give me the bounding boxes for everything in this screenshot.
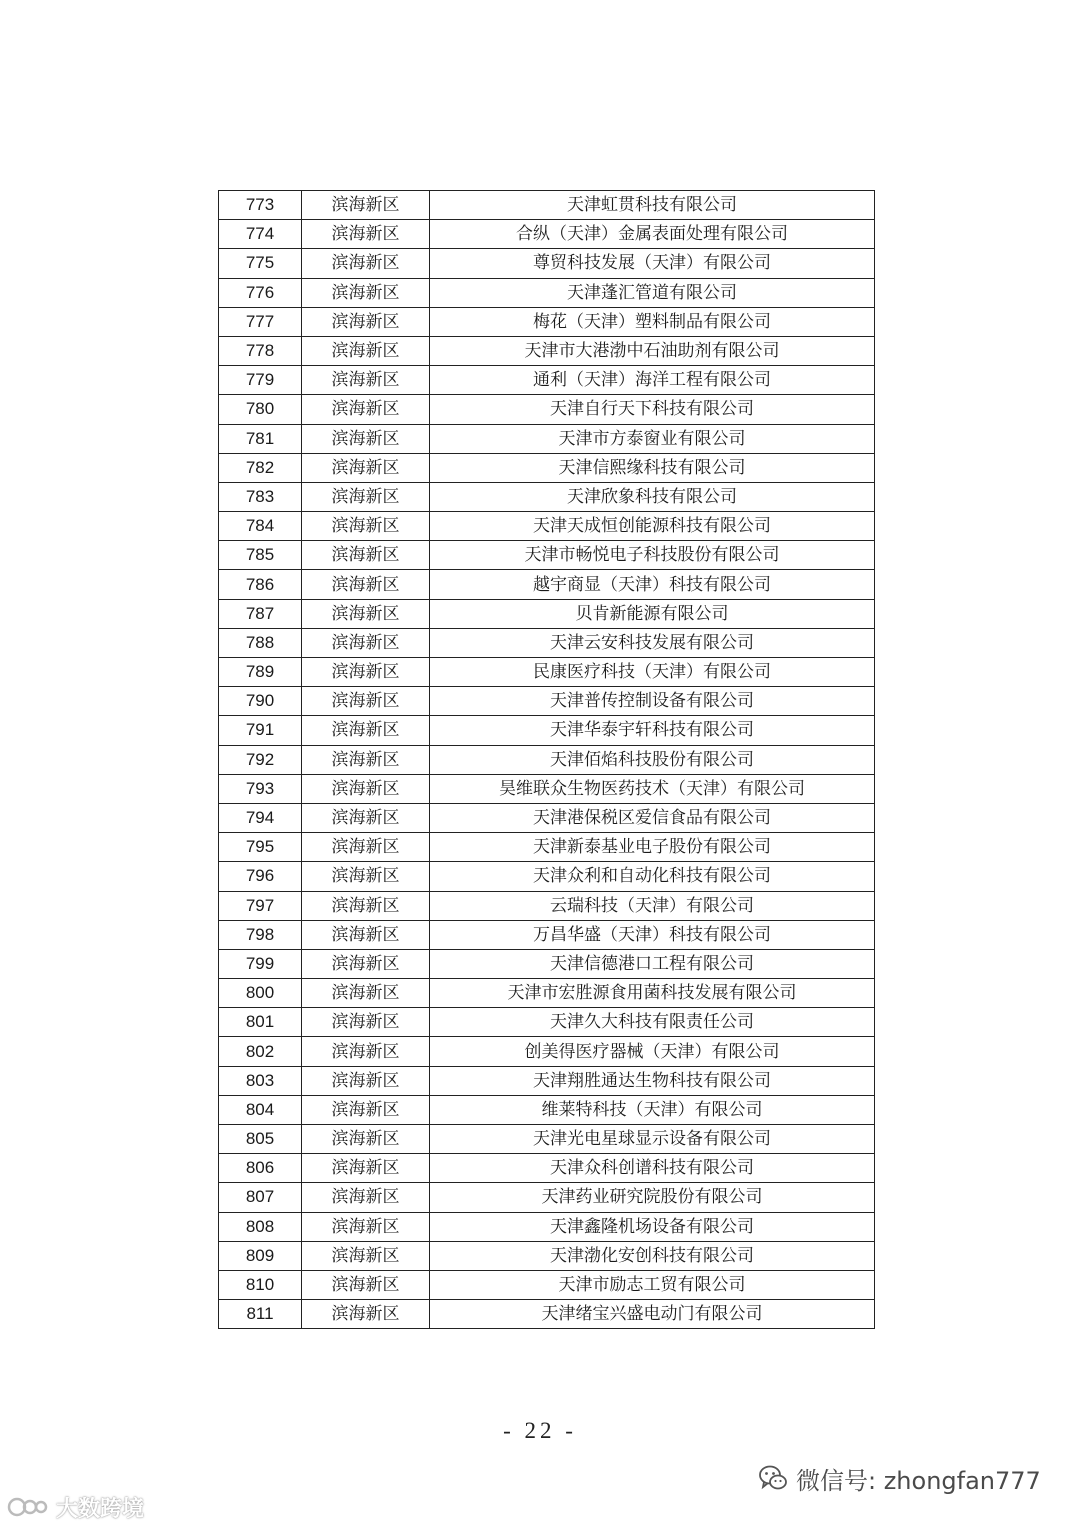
company-name-cell: 天津众科创谱科技有限公司 xyxy=(430,1154,875,1183)
company-name-cell: 民康医疗科技（天津）有限公司 xyxy=(430,658,875,687)
company-name-cell: 天津云安科技发展有限公司 xyxy=(430,628,875,657)
district-cell: 滨海新区 xyxy=(302,249,430,278)
row-number-cell: 778 xyxy=(219,336,302,365)
district-cell: 滨海新区 xyxy=(302,1066,430,1095)
company-name-cell: 天津新泰基业电子股份有限公司 xyxy=(430,833,875,862)
company-name-cell: 天津众利和自动化科技有限公司 xyxy=(430,862,875,891)
table-row xyxy=(219,891,875,920)
row-number-cell: 790 xyxy=(219,687,302,716)
row-number-cell: 792 xyxy=(219,745,302,774)
district-cell: 滨海新区 xyxy=(302,716,430,745)
district-cell: 滨海新区 xyxy=(302,920,430,949)
company-name-cell: 天津市大港渤中石油助剂有限公司 xyxy=(430,336,875,365)
district-cell: 滨海新区 xyxy=(302,1154,430,1183)
company-name-cell: 天津华泰宇轩科技有限公司 xyxy=(430,716,875,745)
district-cell: 滨海新区 xyxy=(302,366,430,395)
company-name-cell: 天津绪宝兴盛电动门有限公司 xyxy=(430,1300,875,1329)
row-number-cell: 811 xyxy=(219,1300,302,1329)
district-cell: 滨海新区 xyxy=(302,687,430,716)
table-row xyxy=(219,220,875,249)
company-name-cell: 天津市畅悦电子科技股份有限公司 xyxy=(430,541,875,570)
company-name-cell: 万昌华盛（天津）科技有限公司 xyxy=(430,920,875,949)
wechat-icon xyxy=(758,1463,788,1493)
district-cell: 滨海新区 xyxy=(302,1212,430,1241)
district-cell: 滨海新区 xyxy=(302,745,430,774)
table-row xyxy=(219,628,875,657)
row-number-cell: 789 xyxy=(219,658,302,687)
company-name-cell: 天津信德港口工程有限公司 xyxy=(430,949,875,978)
company-name-cell: 天津鑫隆机场设备有限公司 xyxy=(430,1212,875,1241)
row-number-cell: 803 xyxy=(219,1066,302,1095)
district-cell: 滨海新区 xyxy=(302,220,430,249)
district-cell: 滨海新区 xyxy=(302,278,430,307)
row-number-cell: 799 xyxy=(219,949,302,978)
table-row xyxy=(219,1125,875,1154)
row-number-cell: 779 xyxy=(219,366,302,395)
brand-text: 大数跨境 xyxy=(56,1496,145,1522)
row-number-cell: 802 xyxy=(219,1037,302,1066)
table-row xyxy=(219,424,875,453)
row-number-cell: 806 xyxy=(219,1154,302,1183)
table-row xyxy=(219,395,875,424)
district-cell: 滨海新区 xyxy=(302,979,430,1008)
company-name-cell: 通利（天津）海洋工程有限公司 xyxy=(430,366,875,395)
table-row xyxy=(219,278,875,307)
row-number-cell: 805 xyxy=(219,1125,302,1154)
district-cell: 滨海新区 xyxy=(302,191,430,220)
table-row xyxy=(219,716,875,745)
row-number-cell: 788 xyxy=(219,628,302,657)
table-row xyxy=(219,249,875,278)
table-row xyxy=(219,541,875,570)
district-cell: 滨海新区 xyxy=(302,541,430,570)
district-cell: 滨海新区 xyxy=(302,395,430,424)
table-row xyxy=(219,862,875,891)
row-number-cell: 807 xyxy=(219,1183,302,1212)
table-row xyxy=(219,599,875,628)
district-cell: 滨海新区 xyxy=(302,1125,430,1154)
company-name-cell: 尊贸科技发展（天津）有限公司 xyxy=(430,249,875,278)
company-name-cell: 天津翔胜通达生物科技有限公司 xyxy=(430,1066,875,1095)
row-number-cell: 780 xyxy=(219,395,302,424)
table-row xyxy=(219,1154,875,1183)
district-cell: 滨海新区 xyxy=(302,599,430,628)
brand-logo-icon xyxy=(6,1495,50,1519)
district-cell: 滨海新区 xyxy=(302,1241,430,1270)
company-name-cell: 云瑞科技（天津）有限公司 xyxy=(430,891,875,920)
district-cell: 滨海新区 xyxy=(302,424,430,453)
district-cell: 滨海新区 xyxy=(302,833,430,862)
district-cell: 滨海新区 xyxy=(302,307,430,336)
company-table-body xyxy=(219,191,875,1329)
row-number-cell: 798 xyxy=(219,920,302,949)
table-row xyxy=(219,512,875,541)
company-name-cell: 天津欣象科技有限公司 xyxy=(430,482,875,511)
brand-watermark xyxy=(6,1492,144,1522)
row-number-cell: 773 xyxy=(219,191,302,220)
row-number-cell: 808 xyxy=(219,1212,302,1241)
table-row xyxy=(219,745,875,774)
table-row xyxy=(219,949,875,978)
row-number-cell: 785 xyxy=(219,541,302,570)
district-cell: 滨海新区 xyxy=(302,336,430,365)
row-number-cell: 797 xyxy=(219,891,302,920)
company-name-cell: 梅花（天津）塑料制品有限公司 xyxy=(430,307,875,336)
row-number-cell: 800 xyxy=(219,979,302,1008)
row-number-cell: 776 xyxy=(219,278,302,307)
table-row xyxy=(219,774,875,803)
row-number-cell: 774 xyxy=(219,220,302,249)
table-row xyxy=(219,482,875,511)
row-number-cell: 796 xyxy=(219,862,302,891)
district-cell: 滨海新区 xyxy=(302,1008,430,1037)
district-cell: 滨海新区 xyxy=(302,1300,430,1329)
district-cell: 滨海新区 xyxy=(302,1183,430,1212)
row-number-cell: 794 xyxy=(219,803,302,832)
row-number-cell: 810 xyxy=(219,1270,302,1299)
table-row xyxy=(219,191,875,220)
table-row xyxy=(219,366,875,395)
company-name-cell: 天津久大科技有限责任公司 xyxy=(430,1008,875,1037)
district-cell: 滨海新区 xyxy=(302,891,430,920)
district-cell: 滨海新区 xyxy=(302,453,430,482)
company-name-cell: 天津天成恒创能源科技有限公司 xyxy=(430,512,875,541)
row-number-cell: 809 xyxy=(219,1241,302,1270)
district-cell: 滨海新区 xyxy=(302,628,430,657)
page-number: - 22 - xyxy=(503,1418,577,1443)
district-cell: 滨海新区 xyxy=(302,862,430,891)
table-row xyxy=(219,1008,875,1037)
table-row xyxy=(219,336,875,365)
company-name-cell: 天津市宏胜源食用菌科技发展有限公司 xyxy=(430,979,875,1008)
company-name-cell: 天津自行天下科技有限公司 xyxy=(430,395,875,424)
district-cell: 滨海新区 xyxy=(302,803,430,832)
table-row xyxy=(219,920,875,949)
table-row xyxy=(219,1066,875,1095)
table-row xyxy=(219,1270,875,1299)
wechat-watermark xyxy=(758,1462,1041,1494)
district-cell: 滨海新区 xyxy=(302,1270,430,1299)
company-name-cell: 天津港保税区爱信食品有限公司 xyxy=(430,803,875,832)
row-number-cell: 777 xyxy=(219,307,302,336)
row-number-cell: 804 xyxy=(219,1095,302,1124)
table-row xyxy=(219,658,875,687)
district-cell: 滨海新区 xyxy=(302,658,430,687)
table-row xyxy=(219,1095,875,1124)
district-cell: 滨海新区 xyxy=(302,482,430,511)
company-name-cell: 天津虹贯科技有限公司 xyxy=(430,191,875,220)
table-row xyxy=(219,307,875,336)
row-number-cell: 795 xyxy=(219,833,302,862)
district-cell: 滨海新区 xyxy=(302,570,430,599)
row-number-cell: 782 xyxy=(219,453,302,482)
company-name-cell: 天津佰焰科技股份有限公司 xyxy=(430,745,875,774)
company-name-cell: 维莱特科技（天津）有限公司 xyxy=(430,1095,875,1124)
district-cell: 滨海新区 xyxy=(302,1037,430,1066)
table-row xyxy=(219,1037,875,1066)
company-name-cell: 天津市方泰窗业有限公司 xyxy=(430,424,875,453)
table-row xyxy=(219,1241,875,1270)
district-cell: 滨海新区 xyxy=(302,1095,430,1124)
table-row xyxy=(219,453,875,482)
table-row xyxy=(219,1300,875,1329)
row-number-cell: 787 xyxy=(219,599,302,628)
company-name-cell: 天津信熙缘科技有限公司 xyxy=(430,453,875,482)
table-row xyxy=(219,833,875,862)
table-row xyxy=(219,803,875,832)
table-row xyxy=(219,1183,875,1212)
company-name-cell: 天津市励志工贸有限公司 xyxy=(430,1270,875,1299)
row-number-cell: 781 xyxy=(219,424,302,453)
company-table xyxy=(218,190,875,1329)
row-number-cell: 791 xyxy=(219,716,302,745)
row-number-cell: 783 xyxy=(219,482,302,511)
row-number-cell: 801 xyxy=(219,1008,302,1037)
table-row xyxy=(219,687,875,716)
company-name-cell: 越宇商显（天津）科技有限公司 xyxy=(430,570,875,599)
row-number-cell: 775 xyxy=(219,249,302,278)
row-number-cell: 793 xyxy=(219,774,302,803)
company-name-cell: 天津普传控制设备有限公司 xyxy=(430,687,875,716)
table-row xyxy=(219,979,875,1008)
wechat-id-text: 微信号: zhongfan777 xyxy=(796,1466,1041,1495)
district-cell: 滨海新区 xyxy=(302,949,430,978)
table-row xyxy=(219,570,875,599)
company-name-cell: 天津蓬汇管道有限公司 xyxy=(430,278,875,307)
company-name-cell: 创美得医疗器械（天津）有限公司 xyxy=(430,1037,875,1066)
company-name-cell: 天津渤化安创科技有限公司 xyxy=(430,1241,875,1270)
row-number-cell: 784 xyxy=(219,512,302,541)
company-name-cell: 天津光电星球显示设备有限公司 xyxy=(430,1125,875,1154)
table-row xyxy=(219,1212,875,1241)
company-name-cell: 昊维联众生物医药技术（天津）有限公司 xyxy=(430,774,875,803)
district-cell: 滨海新区 xyxy=(302,512,430,541)
row-number-cell: 786 xyxy=(219,570,302,599)
company-name-cell: 合纵（天津）金属表面处理有限公司 xyxy=(430,220,875,249)
district-cell: 滨海新区 xyxy=(302,774,430,803)
company-name-cell: 天津药业研究院股份有限公司 xyxy=(430,1183,875,1212)
company-name-cell: 贝肯新能源有限公司 xyxy=(430,599,875,628)
